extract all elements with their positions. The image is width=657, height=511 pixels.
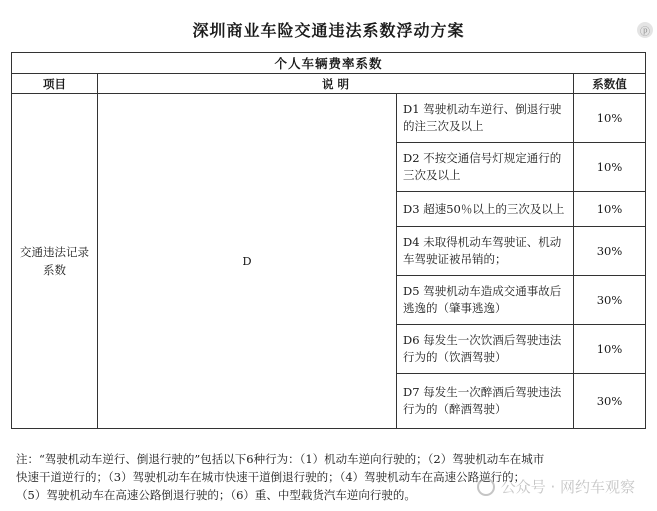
footnote-line: （5）驾驶机动车在高速公路倒退行驶的；（6）重、中型载货汽车逆向行驶的。 [16,488,416,502]
row-value: 10% [574,192,646,227]
row-description: D6 每发生一次饮酒后驾驶违法行为的（饮酒驾驶） [397,325,574,374]
watermark-text: 公众号 · 网约车观察 [500,478,635,496]
row-description: D7 每发生一次醉酒后驾驶违法行为的（醉酒驾驶） [397,374,574,429]
row-value: 30% [574,374,646,429]
rate-table [11,52,646,429]
watermark [477,476,635,497]
row-value: 10% [574,325,646,374]
page-title: 深圳商业车险交通违法系数浮动方案 [192,21,465,40]
row-description: D2 不按交通信号灯规定通行的三次及以上 [397,143,574,192]
footnote-line: 注：“驾驶机动车逆行、倒退行驶的”包括以下6种行为：（1）机动车逆向行驶的；（2）驾驶机动车在城市 [16,452,545,466]
row-description: D5 驾驶机动车造成交通事故后逃逸的（肇事逃逸） [397,276,574,325]
code-cell: D [98,94,397,429]
wechat-icon [477,478,495,496]
table-row [12,94,646,143]
header-project: 项目 [12,74,98,94]
row-description: D4 未取得机动车驾驶证、机动车驾驶证被吊销的； [397,227,574,276]
project-cell [12,94,98,429]
row-value: 30% [574,227,646,276]
row-description: D1 驾驶机动车逆行、倒退行驶的注三次及以上 [397,94,574,143]
row-value: 10% [574,143,646,192]
project-label-line2: 系数 [43,263,66,277]
row-description: D3 超速50％以上的三次及以上 [397,192,574,227]
header-description: 说 明 [98,74,574,94]
share-icon[interactable]: ⓟ [637,22,653,38]
header-value: 系数值 [574,74,646,94]
footnote-line: 快速干道逆行的；（3）驾驶机动车在城市快速干道倒退行驶的；（4）驾驶机动车在高速公路逆行的； [16,470,526,484]
section-title-row [12,53,646,74]
row-value: 10% [574,94,646,143]
header-row [12,74,646,94]
project-label-line1: 交通违法记录 [20,245,89,259]
row-value: 30% [574,276,646,325]
section-title: 个人车辆费率系数 [12,53,646,74]
